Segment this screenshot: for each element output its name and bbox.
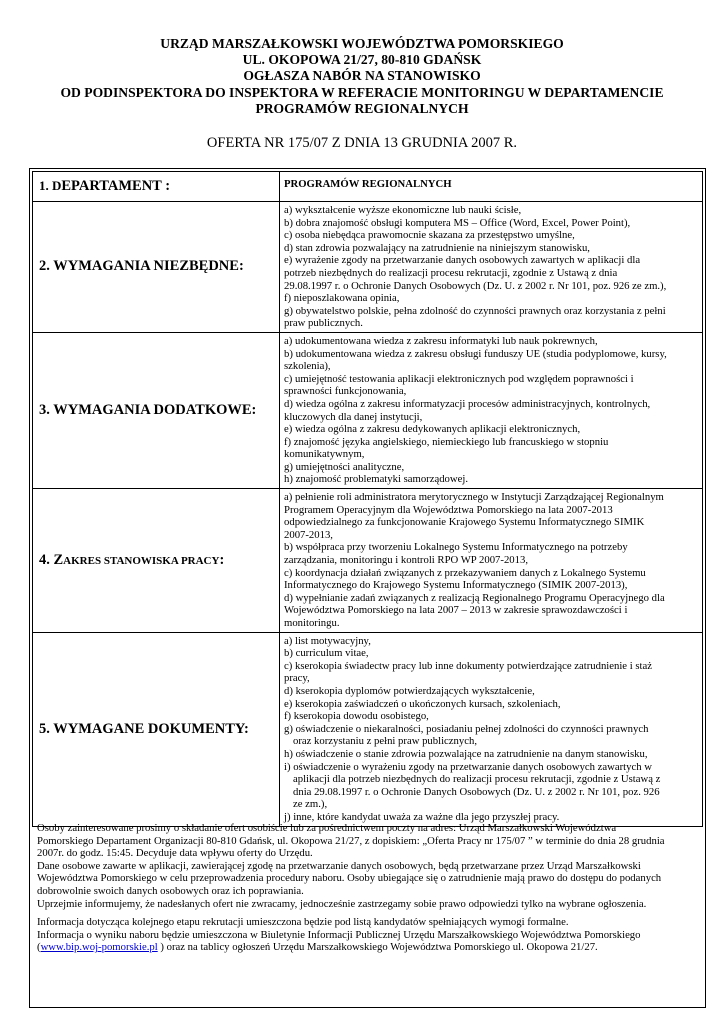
list-item: c) osoba niebędąca prawomocnie skazana za przestępstwo umyślne, [284,229,575,242]
header-line: URZĄD MARSZAŁKOWSKI WOJEWÓDZTWA POMORSKIEGO [160,36,564,51]
list-item: Województwa Pomorskiego na lata 2007 – 2013 w zakresie sprawozdawczości i [284,604,628,617]
requirements-table [32,171,703,827]
list-item: a) wykształcenie wyższe ekonomiczne lub nauki ścisłe, [284,204,522,216]
footer-line: dobrowolnie swoich danych osobowych oraz ich poprawiania. [37,884,304,897]
table-row [33,489,703,633]
list-item: c) kserokopia świadectw pracy lub inne dokumenty potwierdzające zatrudnienie i staż [284,659,652,672]
list-item: praw publicznych. [284,317,363,330]
list-item: komunikatywnym, [284,448,365,461]
list-item: b) udokumentowana wiedza z zakresu obsługi funduszy UE (studia podyplomowe, kursy, [284,347,667,360]
table-row [33,332,703,488]
list-item: f) kserokopia dowodu osobistego, [284,710,429,723]
list-item: Informatycznego do Krajowego Systemu Informatycznego (SIMIK 2007-2013), [284,579,628,592]
list-item: f) nieposzlakowana opinia, [284,292,400,305]
list-item: g) umiejętności analityczne, [284,460,405,473]
list-item: c) koordynacja działań związanych z przekazywaniem danych z Lokalnego Systemu [284,566,646,579]
list-item: dnia 29.08.1997 r. o Ochronie Danych Osobowych (Dz. U. z 2002 r. Nr 101, poz. 926 [293,785,660,798]
list-item: b) curriculum vitae, [284,647,369,660]
list-item: g) obywatelstwo polskie, pełna zdolność do czynności prawnych oraz korzystania z pełni [284,304,666,317]
list-item: d) stan zdrowia pozwalający na zatrudnienie na niniejszym stanowisku, [284,241,590,254]
list-item: i) oświadczenie o wyrażeniu zgody na przetwarzanie danych osobowych zawartych w [284,760,652,773]
list-item: potrzeb niezbędnych do realizacji procesu rekrutacji, zgodnie z Ustawą z dnia [284,266,618,279]
document-header [20,36,704,117]
table-row [33,172,703,202]
header-line: OD PODINSPEKTORA DO INSPEKTORA W REFERACIE MONITORINGU W DEPARTAMENCIE [60,84,664,100]
list-item: j) inne, które kandydat uważa za ważne dla jego przyszłej pracy. [284,810,560,823]
documents-content [280,632,703,826]
list-item: b) współpraca przy tworzeniu Lokalnego Systemu Informatycznego na potrzeby [284,541,628,554]
list-item: Programem Operacyjnym dla Województwa Pomorskiego na lata 2007-2013 [284,503,613,516]
header-line: OGŁASZA NABÓR NA STANOWISKO [243,68,481,84]
required-content [280,202,703,333]
list-item: sprawności funkcjonowania, [284,385,407,398]
list-item: e) wyrażenie zgody na przetwarzanie danych osobowych zawartych w aplikacji dla [284,254,641,267]
list-item: d) wiedza ogólna z zakresu informatyzacji procesów administracyjnych, kontrolnych, [284,397,651,410]
list-item: h) oświadczenie o stanie zdrowia pozwalające na zatrudnienie na danym stanowisku, [284,747,648,760]
table-row [33,632,703,826]
footer-line: Województwa Pomorskiego w celu przeprowadzenia procedury naboru. Osoby ubiegające się o zatrudnienie mają prawo do dostępu do podanych [37,872,662,885]
list-item: a) list motywacyjny, [284,634,371,647]
bip-link[interactable]: www.bip.woj-pomorskie.pl [40,941,158,954]
scope-content [280,489,703,633]
list-item: monitoringu. [284,617,340,629]
table-row [33,202,703,333]
department-label: 1. DEPARTAMENT : [33,172,280,202]
list-item: 29.08.1997 r. o Ochronie Danych Osobowych (Dz. U. z 2002 r. Nr 101, poz. 926 ze zm.), [284,279,667,292]
list-item: e) kserokopia zaświadczeń o ukończonych kursach, szkoleniach, [284,697,561,710]
footer-line: (www.bip.woj-pomorskie.pl ) oraz na tablicy ogłoszeń Urzędu Marszałkowskiego Województwa Pomorskiego ul. Okopowa 21/27. [37,941,598,954]
list-item: a) udokumentowana wiedza z zakresu informatyki lub nauk pokrewnych, [284,334,598,347]
list-item: kluczowych dla danej instytucji, [284,410,423,423]
list-item: a) pełnienie roli administratora merytorycznego w Instytucji Zarządzającej Regionalnym [284,491,664,504]
list-item: f) znajomość języka angielskiego, niemieckiego lub francuskiego w stopniu [284,435,609,448]
footer-line: Uprzejmie informujemy, że nadesłanych ofert nie zwracamy, jednocześnie zastrzegamy sobie prawo odpowiedzi tylko na wybrane ogłoszenia. [37,897,647,910]
department-value: PROGRAMÓW REGIONALNYCH [280,172,703,202]
additional-label: 3. WYMAGANIA DODATKOWE: [33,332,280,488]
list-item: szkolenia), [284,360,331,373]
header-line: PROGRAMÓW REGIONALNYCH [255,100,469,116]
footer-line: Informacja dotycząca kolejnego etapu rekrutacji umieszczona będzie pod listą kandydatów spełniających wymogi formalne. [37,916,569,929]
footer-line: Osoby zainteresowane prosimy o składanie ofert osobiście lub za pośrednictwem poczty na adres: Urząd Marszałkowski Województwa [37,822,617,834]
footer-line: Informacja o wyniku naboru będzie umieszczona w Biuletynie Informacji Publicznej Urzędu Marszałkowskiego Województwa Pomorskiego [37,928,641,941]
footer-notes [37,822,701,954]
list-item: c) umiejętność testowania aplikacji elektronicznych pod względem poprawności i [284,372,634,385]
footer-line: Dane osobowe zawarte w aplikacji, zawierającej zgodę na przetwarzanie danych osobowych, będą przetwarzane przez Urząd Marszałkowski [37,859,641,872]
offer-number: OFERTA NR 175/07 Z DNIA 13 GRUDNIA 2007 R. [206,135,518,151]
required-label: 2. WYMAGANIA NIEZBĘDNE: [33,202,280,333]
list-item: ze zm.), [293,798,328,811]
list-item: oraz korzystaniu z pełni praw publicznych, [293,735,477,748]
list-item: e) wiedza ogólna z zakresu dedykowanych aplikacji elektronicznych, [284,423,581,436]
list-item: odpowiedzialnego za funkcjonowanie Krajowego Systemu Informatycznego SIMIK [284,516,645,529]
list-item: zarządzania, monitoringu i kontroli RPO WP 2007-2013, [284,554,528,567]
list-item: pracy, [284,672,310,685]
list-item: aplikacji dla potrzeb niezbędnych do realizacji procesu rekrutacji, zgodnie z Ustawą z [293,773,661,786]
list-item: h) znajomość problematyki samorządowej. [284,473,469,486]
list-item: g) oświadczenie o niekaralności, posiadaniu pełnej zdolności do czynności prawnych [284,722,649,735]
footer-line: 2007r. do godz. 15:45. Decyduje data wpływu oferty do Urzędu. [37,847,313,860]
additional-content [280,332,703,488]
list-item: d) wypełnianie zadań związanych z realizacją Regionalnego Programu Operacyjnego dla [284,591,665,604]
documents-label: 5. WYMAGANE DOKUMENTY: [33,632,280,826]
footer-line: Pomorskiego Departament Organizacji 80-810 Gdańsk, ul. Okopowa 21/27, z dopiskiem: „Oferta Pracy nr 175/07 ” w terminie do dnia 28 grudnia [37,834,665,847]
list-item: b) dobra znajomość obsługi komputera MS – Office (Word, Excel, Power Point), [284,216,631,229]
header-line: UL. OKOPOWA 21/27, 80-810 GDAŃSK [242,52,482,68]
list-item: d) kserokopia dyplomów potwierdzających wykształcenie, [284,684,535,697]
scope-label: 4. ZAKRES STANOWISKA PRACY: [33,489,280,633]
list-item: 2007-2013, [284,528,333,541]
